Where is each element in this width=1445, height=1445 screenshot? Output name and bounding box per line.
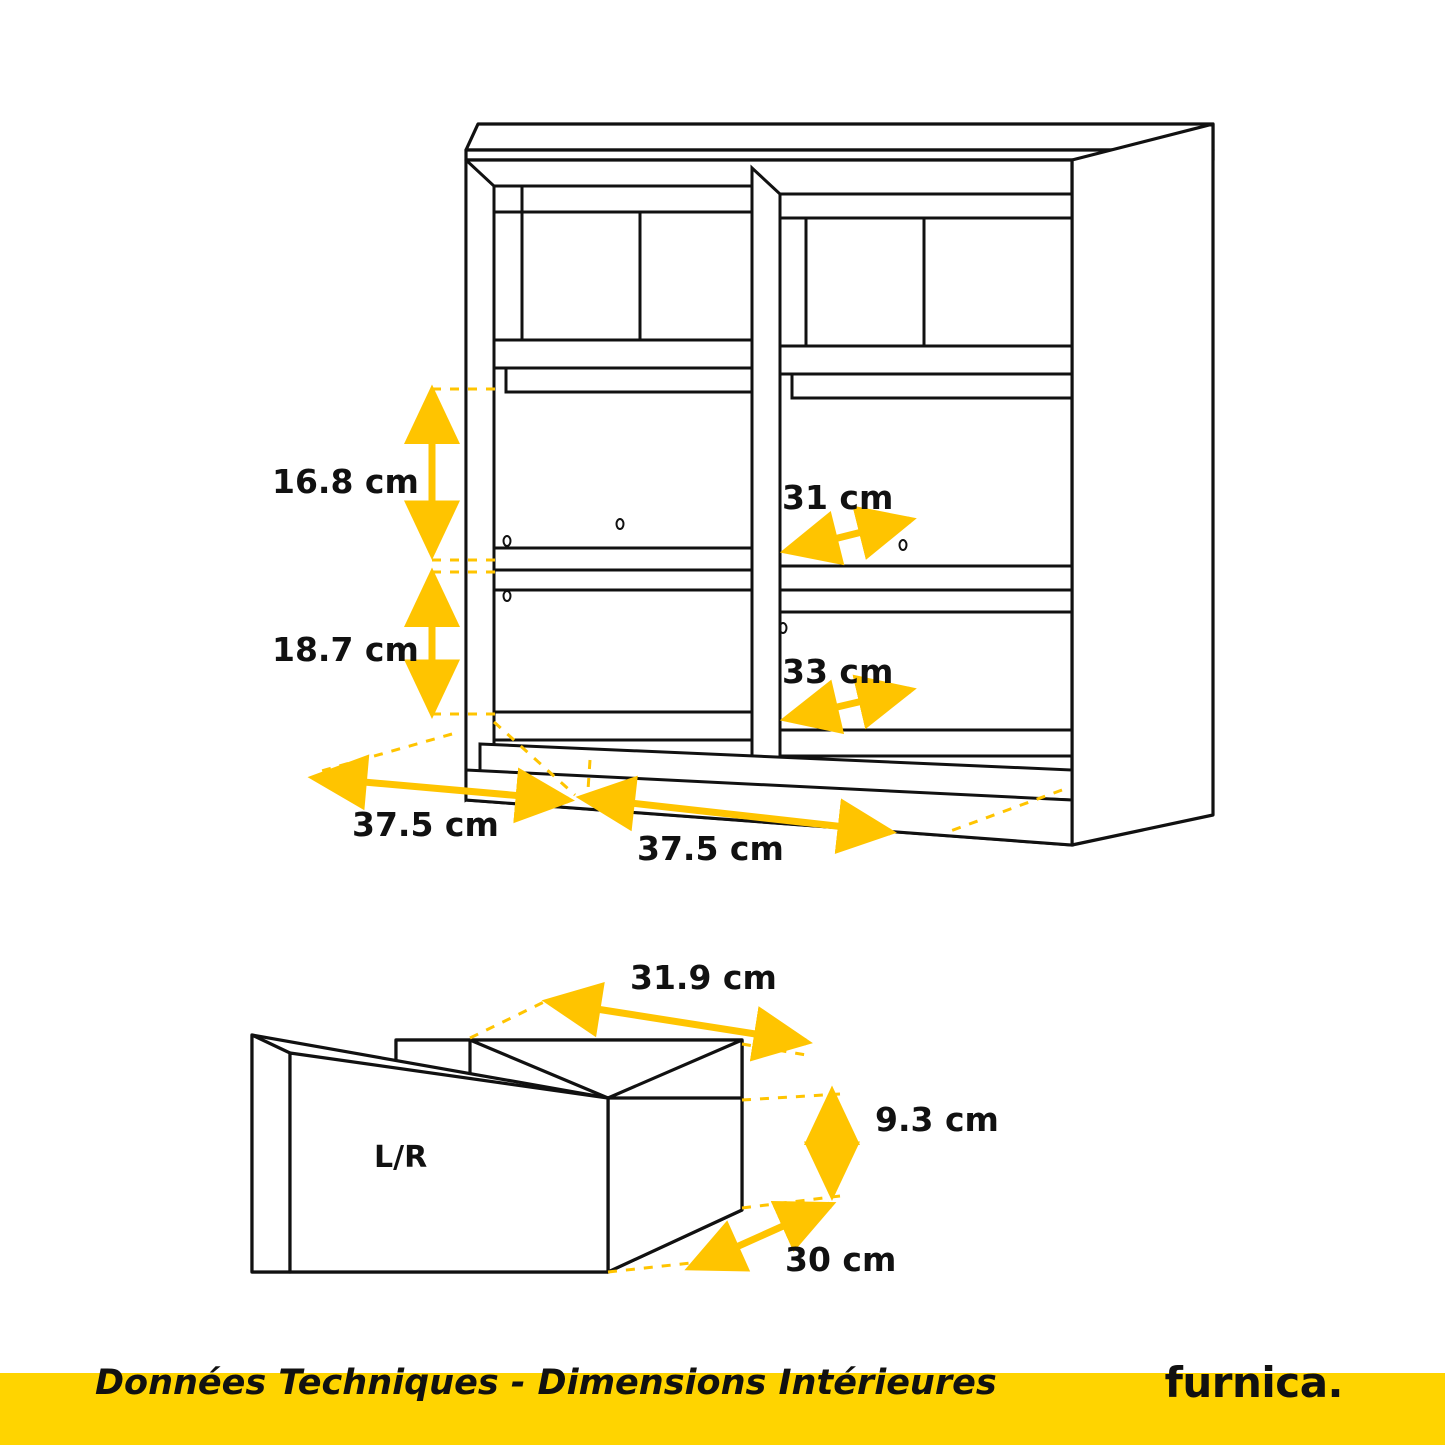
dim-bottom-right-width: 37.5 cm (637, 829, 784, 868)
dim-right-lower-width: 33 cm (782, 652, 894, 691)
dim-drawer-depth: 30 cm (785, 1240, 897, 1279)
drawer-side-label: L/R (374, 1140, 428, 1175)
dim-right-upper-width: 31 cm (782, 478, 894, 517)
dim-drawer-width: 31.9 cm (630, 958, 777, 997)
brand-logo: furnica. (1164, 1358, 1343, 1407)
dim-bottom-left-width: 37.5 cm (352, 805, 499, 844)
dim-left-upper-height: 16.8 cm (272, 462, 419, 501)
footer-title: Données Techniques - Dimensions Intérieures (95, 1363, 997, 1403)
dim-left-lower-height: 18.7 cm (272, 630, 419, 669)
drawer-outline (252, 1035, 742, 1272)
dim-drawer-height: 9.3 cm (875, 1100, 999, 1139)
